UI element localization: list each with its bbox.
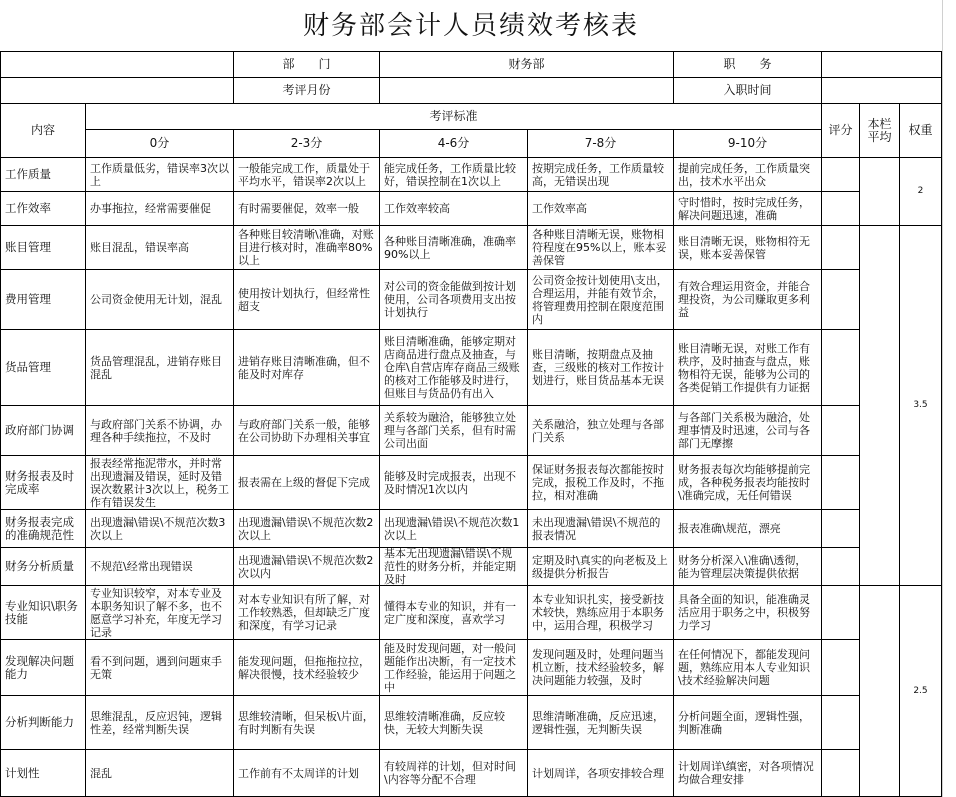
criteria-cell[interactable]: 报表经常拖泥带水，并时常出现遗漏及错误，延时及错误次数累计3次以上，税务工作有错误发生 [86, 456, 234, 510]
score-cell[interactable] [822, 192, 860, 226]
criteria-cell[interactable]: 思维较清晰准确，反应较快，无较大判断失误 [380, 696, 528, 750]
score-cell[interactable] [822, 330, 860, 406]
row-label[interactable]: 计划性 [0, 750, 86, 797]
content-header: 内容 [0, 104, 86, 158]
level-header-4: 9-10分 [674, 130, 822, 158]
criteria-cell[interactable]: 对本专业知识有所了解，对工作较熟悉，但却缺乏广度和深度，有学习记录 [234, 586, 380, 640]
criteria-header: 考评标准 [86, 104, 822, 130]
criteria-cell[interactable]: 分析问题全面，逻辑性强，判断准确 [674, 696, 822, 750]
criteria-cell[interactable]: 专业知识较窄，对本专业及本职务知识了解不多，也不愿意学习补充，年度无学习记录 [86, 586, 234, 640]
criteria-cell[interactable]: 本专业知识扎实，接受新技术较快，熟练应用于本职务中，运用合理，积极学习 [528, 586, 674, 640]
score-cell[interactable] [822, 696, 860, 750]
criteria-cell[interactable]: 有效合理运用资金，并能合理投资，为公司赚取更多利益 [674, 270, 822, 330]
criteria-cell[interactable]: 报表准确\规范，漂亮 [674, 510, 822, 548]
criteria-cell[interactable]: 一般能完成工作，质量处于平均水平，错误率2次以上 [234, 158, 380, 192]
criteria-cell[interactable]: 思维较清晰，但呆板\片面，有时判断有失误 [234, 696, 380, 750]
criteria-cell[interactable]: 账目混乱，错误率高 [86, 226, 234, 270]
row-label[interactable]: 财务分析质量 [0, 548, 86, 586]
criteria-cell[interactable]: 财务分析深入\准确\透彻，能为管理层决策提供依据 [674, 548, 822, 586]
row-label[interactable]: 分析判断能力 [0, 696, 86, 750]
criteria-cell[interactable]: 对公司的资金能做到按计划使用，公司各项费用支出按计划执行 [380, 270, 528, 330]
criteria-cell[interactable]: 工作前有不太周详的计划 [234, 750, 380, 797]
info-blank[interactable] [0, 78, 234, 104]
row-label[interactable]: 费用管理 [0, 270, 86, 330]
criteria-cell[interactable]: 财务报表每次均能够提前完成，各种税务报表均能按时\准确完成，无任何错误 [674, 456, 822, 510]
level-header-2: 4-6分 [380, 130, 528, 158]
criteria-cell[interactable]: 关系较为融洽，能够独立处理与各部门关系，但有时需公司出面 [380, 406, 528, 456]
criteria-cell[interactable]: 有较周祥的计划，但对时间\内容等分配不合理 [380, 750, 528, 797]
criteria-cell[interactable]: 报表需在上级的督促下完成 [234, 456, 380, 510]
criteria-cell[interactable]: 使用按计划执行，但经常性超支 [234, 270, 380, 330]
criteria-cell[interactable]: 发现问题及时，处理问题当机立断，技术经验较多，解决问题能力较强，及时 [528, 640, 674, 696]
score-cell[interactable] [822, 226, 860, 270]
criteria-cell[interactable]: 提前完成任务，工作质量突出，技术水平出众 [674, 158, 822, 192]
criteria-cell[interactable]: 基本无出现遗漏\错误\不规范性的财务分析，并能定期及时 [380, 548, 528, 586]
avg-cell[interactable] [860, 586, 900, 797]
gridline [942, 0, 943, 797]
page-title: 财务部会计人员绩效考核表 [0, 0, 942, 52]
criteria-cell[interactable]: 各种账目清晰准确，准确率90%以上 [380, 226, 528, 270]
position-value[interactable] [822, 52, 942, 78]
criteria-cell[interactable]: 出现遗漏\错误\不规范次数1次以上 [380, 510, 528, 548]
criteria-cell[interactable]: 定期及时\真实的向老板及上级提供分析报告 [528, 548, 674, 586]
level-header-0: 0分 [86, 130, 234, 158]
criteria-cell[interactable]: 与各部门关系极为融洽，处理事情及时迅速，公司与各部门无摩擦 [674, 406, 822, 456]
score-cell[interactable] [822, 548, 860, 586]
dept-label: 部 门 [234, 52, 380, 78]
row-label[interactable]: 货品管理 [0, 330, 86, 406]
row-label[interactable]: 专业知识\职务技能 [0, 586, 86, 640]
weight-header: 权重 [900, 104, 942, 158]
criteria-cell[interactable]: 有时需要催促，效率一般 [234, 192, 380, 226]
criteria-cell[interactable]: 账目清晰无误，对账工作有秩序，及时抽查与盘点，账物相符无误，能够为公司的各类促销工作提供有力证据 [674, 330, 822, 406]
criteria-cell[interactable]: 出现遗漏\错误\不规范次数2次以上 [234, 510, 380, 548]
criteria-cell[interactable]: 账目清晰准确，能够定期对店商品进行盘点及抽查，与仓库\自营店库存商品三级账的核对工作能够及时进行，但账目与货品仍有出入 [380, 330, 528, 406]
criteria-cell[interactable]: 进销存账目清晰准确，但不能及时对库存 [234, 330, 380, 406]
criteria-cell[interactable]: 看不到问题，遇到问题束手无策 [86, 640, 234, 696]
criteria-cell[interactable]: 工作质量低劣，错误率3次以上 [86, 158, 234, 192]
row-label[interactable]: 工作质量 [0, 158, 86, 192]
criteria-cell[interactable]: 未出现遗漏\错误\不规范的报表情况 [528, 510, 674, 548]
hire-label: 入职时间 [674, 78, 822, 104]
avg-header: 本栏平均 [860, 104, 900, 158]
criteria-cell[interactable]: 工作效率高 [528, 192, 674, 226]
score-header: 评分 [822, 104, 860, 158]
row-label[interactable]: 发现解决问题能力 [0, 640, 86, 696]
criteria-cell[interactable]: 公司资金按计划使用\支出，合理运用，并能有效节余，将管理费用控制在限度范围内 [528, 270, 674, 330]
criteria-cell[interactable]: 保证财务报表每次都能按时完成，报税工作及时，不拖拉，相对准确 [528, 456, 674, 510]
criteria-cell[interactable]: 与政府部门关系一般，能够在公司协助下办理相关事宜 [234, 406, 380, 456]
criteria-cell[interactable]: 能及时发现问题，对一般问题能作出决断，有一定技术工作经验，能运用于问题之中 [380, 640, 528, 696]
weight-cell[interactable]: 2.5 [900, 586, 942, 797]
score-cell[interactable] [822, 510, 860, 548]
row-label[interactable]: 财务报表及时完成率 [0, 456, 86, 510]
criteria-cell[interactable]: 守时惜时，按时完成任务，解决问题迅速，准确 [674, 192, 822, 226]
criteria-cell[interactable]: 懂得本专业的知识，并有一定广度和深度，喜欢学习 [380, 586, 528, 640]
dept-value[interactable]: 财务部 [380, 52, 674, 78]
criteria-cell[interactable]: 具备全面的知识，能准确灵活应用于职务之中，积极努力学习 [674, 586, 822, 640]
criteria-cell[interactable]: 办事拖拉，经常需要催促 [86, 192, 234, 226]
criteria-cell[interactable]: 与政府部门关系不协调，办理各种手续拖拉，不及时 [86, 406, 234, 456]
criteria-cell[interactable]: 工作效率较高 [380, 192, 528, 226]
score-cell[interactable] [822, 406, 860, 456]
criteria-cell[interactable]: 能完成任务，工作质量比较好，错误控制在1次以上 [380, 158, 528, 192]
criteria-cell[interactable]: 按期完成任务，工作质量较高，无错误出现 [528, 158, 674, 192]
criteria-cell[interactable]: 计划周详\缜密，对各项情况均做合理安排 [674, 750, 822, 797]
position-label: 职 务 [674, 52, 822, 78]
score-cell[interactable] [822, 586, 860, 640]
criteria-cell[interactable]: 计划周详，各项安排较合理 [528, 750, 674, 797]
avg-cell[interactable] [860, 158, 900, 226]
info-blank[interactable] [0, 52, 234, 78]
avg-cell[interactable] [860, 226, 900, 586]
criteria-cell[interactable]: 能发现问题，但拖拖拉拉，解决很慢，技术经验较少 [234, 640, 380, 696]
criteria-cell[interactable]: 关系融洽，独立处理与各部门关系 [528, 406, 674, 456]
level-header-1: 2-3分 [234, 130, 380, 158]
level-header-3: 7-8分 [528, 130, 674, 158]
criteria-cell[interactable]: 思维混乱，反应迟钝，逻辑性差，经常判断失误 [86, 696, 234, 750]
criteria-cell[interactable]: 账目清晰，按期盘点及抽查，三级账的核对工作按计划进行，账目货品基本无误 [528, 330, 674, 406]
score-cell[interactable] [822, 270, 860, 330]
score-cell[interactable] [822, 158, 860, 192]
criteria-cell[interactable]: 思维清晰准确，反应迅速，逻辑性强，无判断失误 [528, 696, 674, 750]
criteria-cell[interactable]: 出现遗漏\错误\不规范次数2次以内 [234, 548, 380, 586]
criteria-cell[interactable]: 货品管理混乱，进销存账目混乱 [86, 330, 234, 406]
row-label[interactable]: 财务报表完成的准确规范性 [0, 510, 86, 548]
row-label[interactable]: 工作效率 [0, 192, 86, 226]
criteria-cell[interactable]: 在任何情况下，都能发现问题，熟练应用本人专业知识\技术经验解决问题 [674, 640, 822, 696]
score-cell[interactable] [822, 456, 860, 510]
criteria-cell[interactable]: 各种账目清晰无误，账物相符程度在95%以上，账本妥善保管 [528, 226, 674, 270]
weight-cell[interactable]: 3.5 [900, 226, 942, 586]
score-cell[interactable] [822, 750, 860, 797]
criteria-cell[interactable]: 混乱 [86, 750, 234, 797]
score-cell[interactable] [822, 640, 860, 696]
row-label[interactable]: 账目管理 [0, 226, 86, 270]
criteria-cell[interactable]: 公司资金使用无计划，混乱 [86, 270, 234, 330]
row-label[interactable]: 政府部门协调 [0, 406, 86, 456]
month-label: 考评月份 [234, 78, 380, 104]
criteria-cell[interactable]: 能够及时完成报表，出现不及时情况1次以内 [380, 456, 528, 510]
criteria-cell[interactable]: 不规范\经常出现错误 [86, 548, 234, 586]
hire-value[interactable] [822, 78, 942, 104]
month-value[interactable] [380, 78, 674, 104]
criteria-cell[interactable]: 账目清晰无误，账物相符无误，账本妥善保管 [674, 226, 822, 270]
criteria-cell[interactable]: 各种账目较清晰\准确，对账目进行核对时，准确率80%以上 [234, 226, 380, 270]
criteria-cell[interactable]: 出现遗漏\错误\不规范次数3次以上 [86, 510, 234, 548]
weight-cell[interactable]: 2 [900, 158, 942, 226]
